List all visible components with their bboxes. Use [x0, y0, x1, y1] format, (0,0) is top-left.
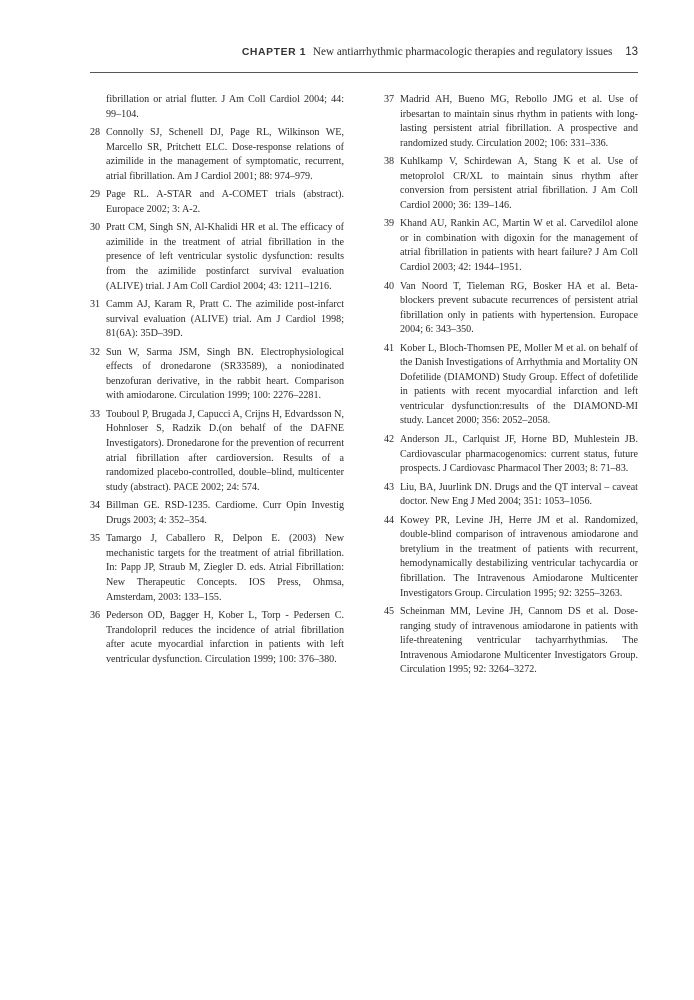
- reference-item: [384, 481, 638, 510]
- reference-text: Camm AJ, Karam R, Pratt C. The azimilide post-infarct survival evaluation (ALIVE) trial. Am J Cardiol 1998; 81(6A): 35D–39D.: [106, 299, 344, 340]
- reference-number: 35: [90, 533, 101, 545]
- reference-number: 40: [384, 280, 395, 292]
- reference-number: 36: [90, 610, 101, 622]
- page-number: 13: [625, 46, 638, 58]
- reference-number: 44: [384, 514, 395, 526]
- reference-number: 31: [90, 299, 101, 311]
- reference-item: [384, 280, 638, 338]
- reference-text: Kowey PR, Levine JH, Herre JM et al. Randomized, double-blind comparison of intravenous amiodarone and bretylium in the treatment of patients with recurrent, hemodynamically destabilizing ventricular tachycardia or fibrillation. The Intravenous Amiodarone Multicenter Investigators Group. Circulation 1995; 92: 3255–3263.: [400, 514, 638, 599]
- reference-number: 38: [384, 156, 395, 168]
- reference-number: 37: [384, 94, 395, 105]
- reference-text: Liu, BA, Juurlink DN. Drugs and the QT interval – caveat doctor. New Eng J Med 2004; 351: 1053–1056.: [400, 481, 638, 508]
- reference-item: [384, 217, 638, 275]
- reference-text: Van Noord T, Tieleman RG, Bosker HA et al. Beta-blockers prevent subacute recurrences of persistent atrial fibrillation only in patients with hypertension. Europace 2004; 6: 343–350.: [400, 280, 638, 336]
- reference-number: 28: [90, 127, 101, 139]
- reference-item: [90, 188, 344, 217]
- reference-text: Scheinman MM, Levine JH, Cannom DS et al. Dose-ranging study of intravenous amiodarone in patients with life-threatening ventricular tachyarrhythmias. The Intravenous Amiodarone Multicenter Investigators Group. Circulation 1995; 92: 3264–3272.: [400, 606, 638, 676]
- reference-number: 39: [384, 218, 395, 230]
- reference-item: [384, 342, 638, 429]
- header-rule: [90, 72, 638, 73]
- reference-item: [90, 126, 344, 184]
- reference-column-left: [90, 93, 344, 671]
- running-header: [90, 46, 638, 68]
- reference-number: 34: [90, 500, 101, 512]
- reference-number: 45: [384, 606, 395, 618]
- reference-item: [384, 93, 638, 151]
- reference-number: 43: [384, 481, 395, 493]
- chapter-title: New antiarrhythmic pharmacologic therapies and regulatory issues: [312, 46, 613, 58]
- reference-item: [90, 221, 344, 294]
- reference-item: [90, 93, 344, 122]
- reference-text: Connolly SJ, Schenell DJ, Page RL, Wilkinson WE, Marcello SR, Pritchett ELC. Dose-response relations of azimilide in the management of symptomatic, recurrent, atrial fibrillation. Am J Cardiol 2001; 88: 974–979.: [106, 127, 344, 182]
- reference-item: [90, 532, 344, 605]
- reference-text: Pederson OD, Bagger H, Kober L, Torp - Pedersen C. Trandolopril reduces the incidence of atrial fibrillation after acute myocardial infarction in patients with left ventricular dysfunction. Circulation 1999; 100: 376–380.: [106, 610, 344, 665]
- reference-text: Pratt CM, Singh SN, Al-Khalidi HR et al. The efficacy of azimilide in the treatment of atrial fibrillation in the presence of left ventricular systolic dysfunction: results from the azimilide postinfarct survival evaluation (ALIVE) trial. J Am Coll Cardiol 2004; 43: 1211–1216.: [106, 222, 344, 292]
- reference-number: 42: [384, 434, 395, 446]
- reference-text: Madrid AH, Bueno MG, Rebollo JMG et al. Use of irbesartan to maintain sinus rhythm in patients with long-lasting persistent atrial fibrillation. A prospective and randomized study. Circulation 2002; 106: 331–336.: [400, 94, 638, 149]
- reference-item: [90, 499, 344, 528]
- reference-text: Kober L, Bloch-Thomsen PE, Moller M et al. on behalf of the Danish Investigations of Arrhythmia and Mortality ON Dofetilide (DIAMOND) Study Group. Effect of dofetilide in patients with recent myocardial infarction and left ventricular dysfunction:results of the DIAMOND-MI study. Lancet 2000; 356: 2052–2058.: [400, 342, 638, 427]
- reference-text: Tamargo J, Caballero R, Delpon E. (2003) New mechanistic targets for the treatment of atrial fibrillation. In: Papp JP, Straub M, Ziegler D. eds. Atrial Fibrillation: New Therapeutic Concepts. IOS Press, Ohmsa, Amsterdam, 2003: 133–155.: [106, 533, 344, 603]
- reference-item: [90, 609, 344, 667]
- reference-item: [384, 514, 638, 601]
- reference-text: Kuhlkamp V, Schirdewan A, Stang K et al. Use of metoprolol CR/XL to maintain sinus rhythm after conversion from persistent atrial fibrillation. J Am Coll Cardiol 2000; 36: 139–146.: [400, 156, 638, 211]
- reference-item: [90, 298, 344, 342]
- reference-item: [384, 605, 638, 678]
- chapter-label: CHAPTER 1: [241, 47, 307, 58]
- reference-text: Touboul P, Brugada J, Capucci A, Crijns H, Edvardsson N, Hohnloser S, Radzik D.(on behalf of the DAFNE Investigators). Dronedarone for the prevention of recurrent atrial fibrillation after cardioversion. Results of a randomized placebo-controlled, double–blind, multicenter study (abstract). PACE 2002; 24: 574.: [106, 408, 344, 493]
- reference-text: Anderson JL, Carlquist JF, Horne BD, Muhlestein JB. Cardiovascular pharmacogenomics: current status, future prospects. J Cardiovasc Pharmacol Ther 2003; 8: 71–83.: [400, 434, 638, 475]
- reference-item: [384, 433, 638, 477]
- reference-text: Page RL. A-STAR and A-COMET trials (abstract). Europace 2002; 3: A-2.: [106, 189, 344, 215]
- reference-text: fibrillation or atrial flutter. J Am Coll Cardiol 2004; 44: 99–104.: [106, 94, 344, 120]
- reference-number: 30: [90, 222, 101, 234]
- reference-number: 32: [90, 346, 101, 358]
- reference-column-right: [384, 93, 638, 682]
- reference-number: 29: [90, 189, 101, 201]
- reference-number: 33: [90, 408, 101, 420]
- reference-text: Billman GE. RSD-1235. Cardiome. Curr Opin Investig Drugs 2003; 4: 352–354.: [106, 500, 344, 526]
- reference-text: Khand AU, Rankin AC, Martin W et al. Carvedilol alone or in combination with digoxin for the management of atrial fibrillation in patients with heart failure? J Am Coll Cardiol 2003; 42: 1944–1951.: [400, 218, 638, 274]
- reference-text: Sun W, Sarma JSM, Singh BN. Electrophysiological effects of dronedarone (SR33589), a noniodinated benzofuran derivative, in the rabbit heart. Comparison with amiodarone. Circulation 1999; 100: 2276–2281.: [106, 346, 344, 402]
- reference-number: 41: [384, 342, 395, 354]
- reference-item: [90, 346, 344, 404]
- reference-item: [384, 155, 638, 213]
- reference-item: [90, 408, 344, 495]
